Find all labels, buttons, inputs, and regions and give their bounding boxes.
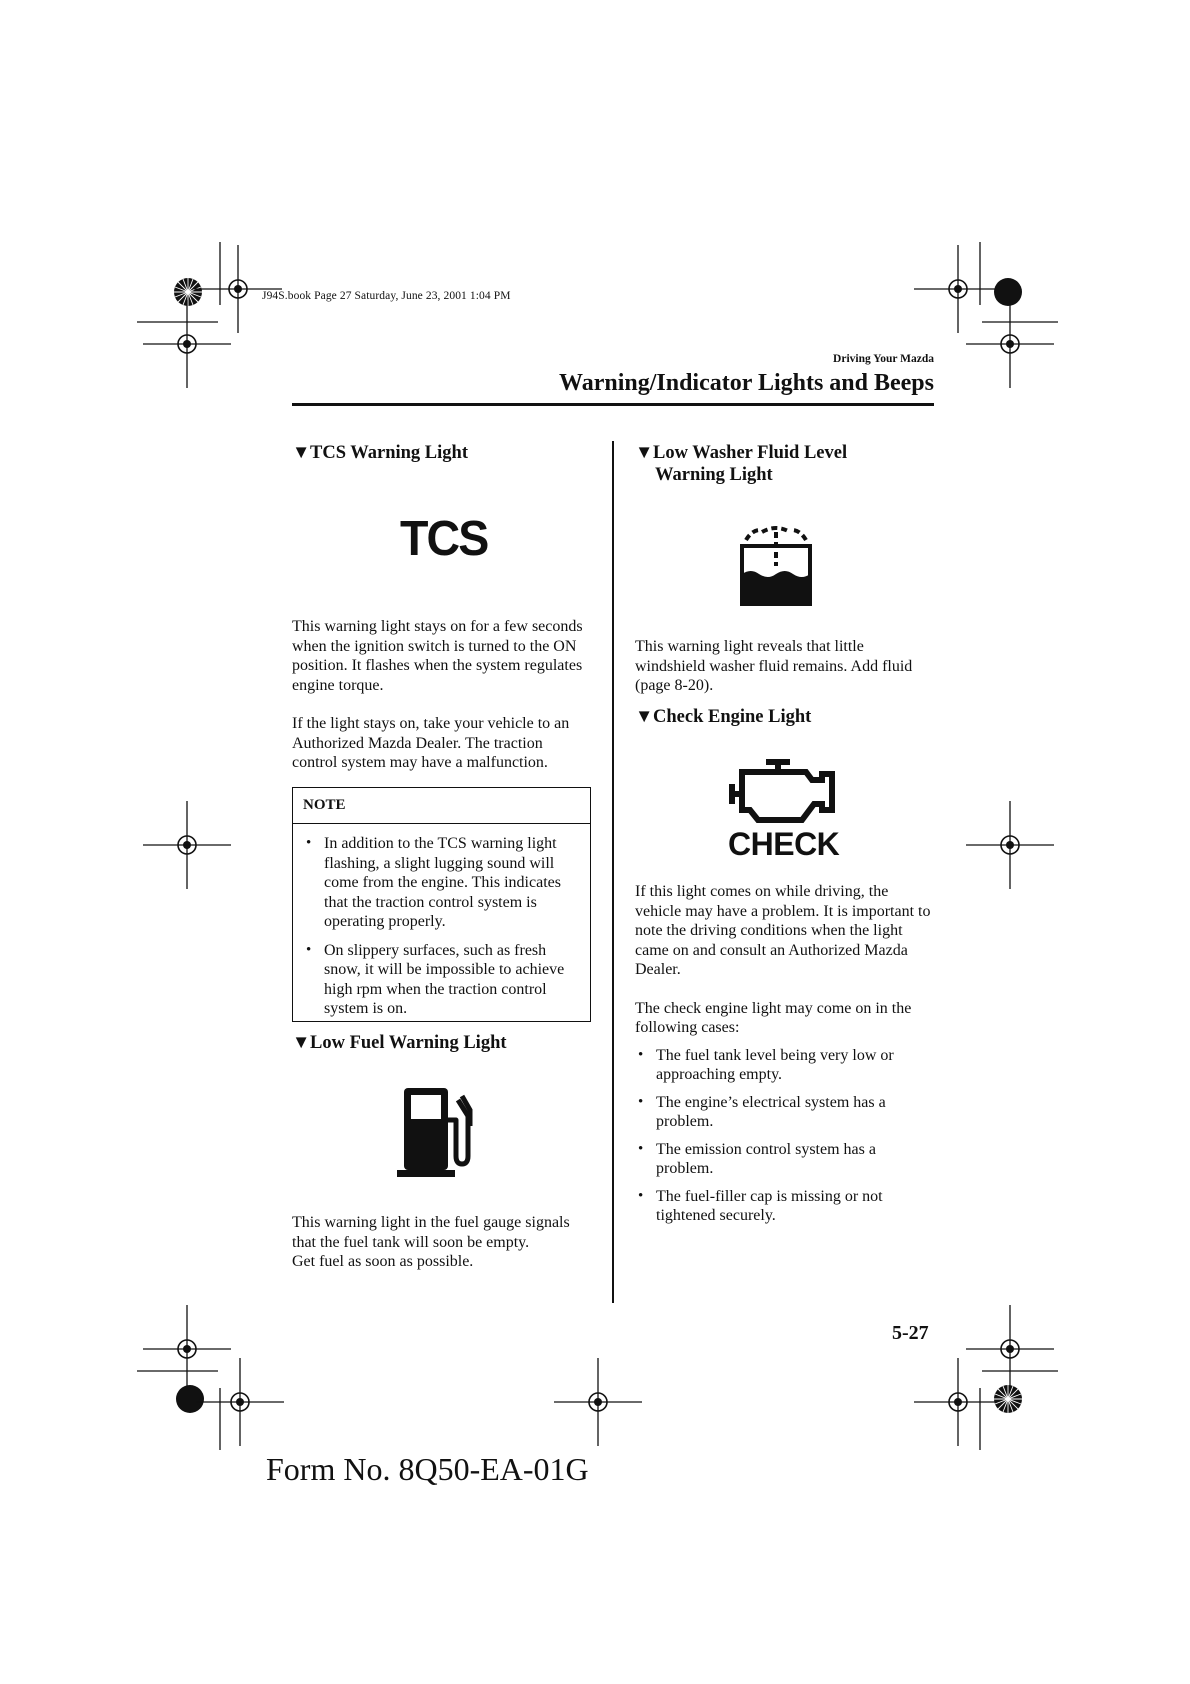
low-fuel-paragraph-2: Get fuel as soon as possible. xyxy=(292,1253,474,1270)
check-engine-label: CHECK xyxy=(728,826,840,862)
page-title: Warning/Indicator Lights and Beeps xyxy=(559,370,934,396)
triangle-marker-icon: ▼ xyxy=(635,707,654,727)
engine-icon xyxy=(728,758,838,824)
low-fuel-description xyxy=(292,1213,592,1272)
triangle-marker-icon: ▼ xyxy=(292,1033,311,1053)
check-engine-paragraph-2: The check engine light may come on in the following cases: xyxy=(635,999,912,1036)
prepress-info: J94S.book Page 27 Saturday, June 23, 2001 1:04 PM xyxy=(262,290,511,302)
check-engine-paragraph-1: If this light comes on while driving, the vehicle may have a problem. It is important to note the driving conditions when the light came on and consult an Authorized Mazda Dealer. xyxy=(635,883,931,978)
fuel-pump-icon xyxy=(396,1086,482,1179)
check-engine-heading: ▼Check Engine Light xyxy=(635,707,812,727)
triangle-marker-icon: ▼ xyxy=(292,443,311,463)
column-divider xyxy=(612,441,614,1303)
note-list xyxy=(293,824,590,1019)
tcs-paragraph-1: This warning light stays on for a few seconds when the ignition switch is turned to the ON position. It flashes when the system regulates engine torque. xyxy=(292,618,583,694)
tcs-warning-icon: TCS xyxy=(400,512,488,566)
triangle-marker-icon: ▼ xyxy=(635,443,654,463)
tcs-heading: ▼TCS Warning Light xyxy=(292,443,468,463)
list-item: • The fuel tank level being very low or approaching empty. xyxy=(635,1046,935,1085)
washer-heading: ▼Low Washer Fluid Level Warning Light xyxy=(635,443,848,485)
note-box xyxy=(292,787,591,1022)
note-item: • In addition to the TCS warning light flashing, a slight lugging sound will come from the engine. This indicates that the traction control system is operating properly. xyxy=(303,834,582,932)
washer-description xyxy=(635,637,935,696)
list-item: • The emission control system has a problem. xyxy=(635,1140,935,1179)
tcs-description xyxy=(292,617,592,773)
note-title: NOTE xyxy=(293,788,590,824)
list-item: • The fuel-filler cap is missing or not tightened securely. xyxy=(635,1187,935,1226)
title-rule xyxy=(292,403,934,406)
section-label: Driving Your Mazda xyxy=(833,353,934,365)
page-number: 5-27 xyxy=(892,1322,929,1344)
tcs-paragraph-2: If the light stays on, take your vehicle to an Authorized Mazda Dealer. The traction control system may have a malfunction. xyxy=(292,715,570,771)
list-item: • The engine’s electrical system has a problem. xyxy=(635,1093,935,1132)
check-engine-cases xyxy=(635,1046,935,1226)
washer-fluid-icon xyxy=(738,520,814,606)
low-fuel-paragraph-1: This warning light in the fuel gauge signals that the fuel tank will soon be empty. xyxy=(292,1214,570,1251)
low-fuel-heading: ▼Low Fuel Warning Light xyxy=(292,1033,507,1053)
note-item: • On slippery surfaces, such as fresh snow, it will be impossible to achieve high rpm when the traction control system is on. xyxy=(303,941,582,1019)
washer-paragraph: This warning light reveals that little windshield washer fluid remains. Add fluid (page 8-20). xyxy=(635,638,913,694)
check-engine-description xyxy=(635,882,935,1234)
form-number: Form No. 8Q50-EA-01G xyxy=(266,1451,589,1487)
